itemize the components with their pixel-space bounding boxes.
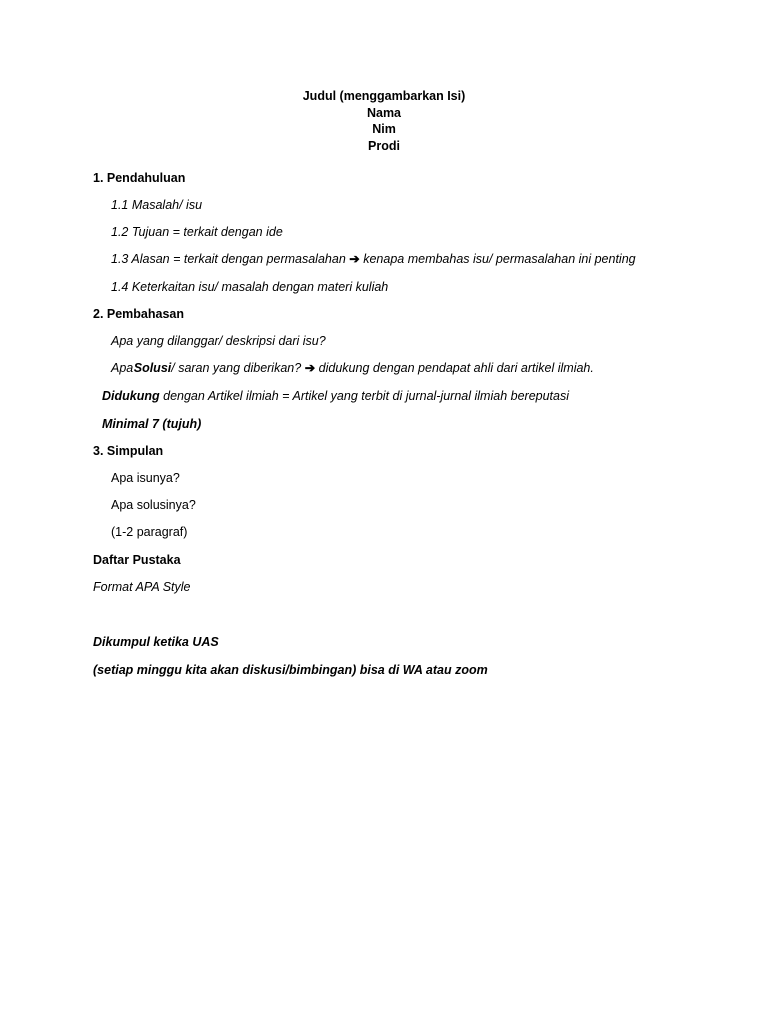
weekly-guidance-note: (setiap minggu kita akan diskusi/bimbingan) bisa di WA atau zoom	[93, 663, 488, 677]
section-heading-discussion: 2. Pembahasan	[93, 307, 185, 321]
document-header	[0, 88, 768, 155]
solution-keyword: Solusi	[133, 361, 172, 375]
conclusion-question-issue: Apa isunya?	[111, 471, 180, 485]
section-heading-references: Daftar Pustaka	[93, 553, 181, 567]
discussion-question-violation: Apa yang dilanggar/ deskripsi dari isu?	[111, 334, 326, 348]
author-name-label: Nama	[366, 105, 402, 120]
document-title: Judul (menggambarkan Isi)	[302, 89, 466, 103]
conclusion-question-solution: Apa solusinya?	[111, 498, 196, 512]
discussion-support-note	[102, 388, 569, 404]
reason-explanation: kenapa membahas isu/ permasalahan ini penting	[363, 252, 636, 266]
study-program-label: Prodi	[368, 139, 400, 154]
intro-item-reason	[111, 251, 636, 267]
discussion-question-solution	[111, 360, 594, 376]
conclusion-length-note: (1-2 paragraf)	[111, 525, 188, 539]
intro-item-purpose: 1.2 Tujuan = terkait dengan ide	[111, 225, 283, 239]
solution-support: didukung dengan pendapat ahli dari artikel ilmiah.	[318, 361, 594, 375]
solution-prefix: Apa	[111, 361, 134, 375]
submission-deadline-note: Dikumpul ketika UAS	[93, 635, 219, 649]
support-keyword: Didukung	[102, 389, 160, 403]
reason-text: 1.3 Alasan = terkait dengan permasalahan	[111, 252, 346, 266]
intro-item-problem: 1.1 Masalah/ isu	[111, 198, 203, 212]
intro-item-relevance: 1.4 Keterkaitan isu/ masalah dengan materi kuliah	[111, 280, 389, 294]
support-detail: dengan Artikel ilmiah = Artikel yang terbit di jurnal-jurnal ilmiah bereputasi	[163, 389, 569, 403]
arrow-right-icon: ➔	[349, 252, 360, 266]
student-id-label: Nim	[372, 122, 396, 137]
arrow-right-icon: ➔	[304, 361, 316, 375]
section-heading-conclusion: 3. Simpulan	[93, 444, 164, 458]
minimum-references-note: Minimal 7 (tujuh)	[102, 417, 202, 431]
solution-middle: / saran yang diberikan?	[171, 361, 302, 375]
references-format-note: Format APA Style	[93, 580, 191, 594]
section-heading-introduction: 1. Pendahuluan	[93, 171, 186, 185]
